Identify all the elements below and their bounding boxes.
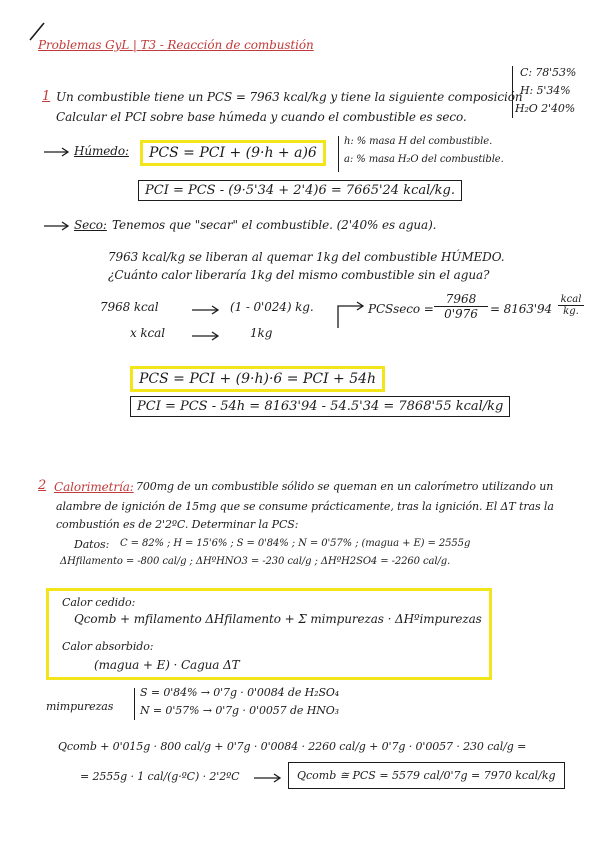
pcs-seco-num: 7968 [434, 292, 488, 307]
curved-arrow-icon [332, 298, 372, 334]
datos-line-1: C = 82% ; H = 15'6% ; S = 0'84% ; N = 0'57% ; (magua + E) = 2555g [120, 538, 471, 549]
composition-c: C: 78'53% [520, 66, 577, 79]
calor-absorbido-label: Calor absorbido: [62, 640, 154, 653]
balance-line-2: = 2555g · 1 cal/(g·ºC) · 2'2ºC [80, 770, 240, 783]
humedo-result: PCI = PCS - (9·5'34 + 2'4)6 = 7665'24 kcal/kg. [138, 180, 462, 201]
arrow-right-icon [42, 146, 72, 158]
calorimetria-label: Calorimetría: [54, 480, 134, 494]
humedo-label: Húmedo: [74, 144, 129, 158]
final-result: Qcomb ≅ PCS = 5579 cal/0'7g = 7970 kcal/kg [288, 762, 565, 789]
impureza-s: S = 0'84% → 0'7g · 0'0084 de H₂SO₄ [140, 686, 340, 699]
problem-2-statement-1: 700mg de un combustible sólido se queman en un calorímetro utilizando un [136, 480, 554, 493]
rule-2-right: 1kg [250, 326, 273, 340]
arrow-right-icon [252, 772, 284, 784]
seco-line-2: ¿Cuánto calor liberaría 1kg del mismo combustible sin el agua? [108, 268, 490, 282]
datos-line-2: ΔHfilamento = -800 cal/g ; ΔHºHNO3 = -230 cal/g ; ΔHºH2SO4 = -2260 cal/g. [60, 556, 451, 567]
impurezas-label: mimpurezas [46, 700, 114, 713]
rule-2-left: x kcal [130, 326, 165, 340]
impureza-n: N = 0'57% → 0'7g · 0'0057 de HNO₃ [140, 704, 339, 717]
arrow-right-icon [190, 330, 222, 342]
calor-cedido-formula: Qcomb + mfilamento ΔHfilamento + Σ mimpurezas · ΔHºimpurezas [74, 612, 482, 626]
legend-a: a: % masa H₂O del combustible. [344, 154, 504, 165]
rule-1-right: (1 - 0'024) kg. [230, 300, 314, 314]
problem-1-statement-1: Un combustible tiene un PCS = 7963 kcal/kg y tiene la siguiente composición [56, 90, 523, 104]
problem-2-number: 2 [38, 478, 47, 493]
seco-text: Tenemos que "secar" el combustible. (2'40% es agua). [112, 218, 437, 232]
humedo-formula: PCS = PCI + (9·h + a)6 [140, 140, 326, 166]
problem-1-statement-2: Calcular el PCI sobre base húmeda y cuando el combustible es seco. [56, 110, 467, 124]
datos-label: Datos: [74, 538, 110, 551]
arrow-right-icon [190, 304, 222, 316]
rule-1-left: 7968 kcal [100, 300, 159, 314]
problem-2-statement-3: combustión es de 2'2ºC. Determinar la PCS: [56, 518, 299, 531]
pcs-seco-unit-den: kg. [563, 306, 579, 317]
calor-absorbido-formula: (magua + E) · Cagua ΔT [94, 658, 240, 672]
legend-brace [338, 136, 339, 172]
impurezas-brace [134, 688, 135, 720]
seco-result: PCI = PCS - 54h = 8163'94 - 54.5'34 = 7868'55 kcal/kg [130, 396, 510, 417]
page-title: Problemas GyL | T3 - Reacción de combustión [38, 38, 314, 52]
legend-h: h: % masa H del combustible. [344, 136, 493, 147]
pcs-seco-unit-num: kcal [558, 294, 584, 306]
calor-cedido-label: Calor cedido: [62, 596, 136, 609]
pcs-seco-label: PCSseco = [368, 302, 434, 316]
composition-h: H: 5'34% [520, 84, 571, 97]
problem-2-statement-2: alambre de ignición de 15mg que se consume prácticamente, tras la ignición. El ΔT tras la [56, 500, 554, 513]
pcs-seco-fraction [434, 292, 488, 321]
pcs-seco-eq: = 8163'94 [490, 302, 553, 316]
problem-1-number: 1 [42, 89, 51, 104]
pcs-seco-unit [558, 294, 584, 317]
seco-formula: PCS = PCI + (9·h)·6 = PCI + 54h [130, 366, 385, 392]
composition-h2o: H₂O 2'40% [515, 102, 576, 115]
balance-line-1: Qcomb + 0'015g · 800 cal/g + 0'7g · 0'0084 · 2260 cal/g + 0'7g · 0'0057 · 230 cal/g = [58, 740, 527, 753]
seco-label: Seco: [74, 218, 107, 232]
seco-line-1: 7963 kcal/kg se liberan al quemar 1kg del combustible HÚMEDO. [108, 250, 505, 264]
pcs-seco-den: 0'976 [444, 307, 478, 321]
arrow-right-icon [42, 220, 72, 232]
